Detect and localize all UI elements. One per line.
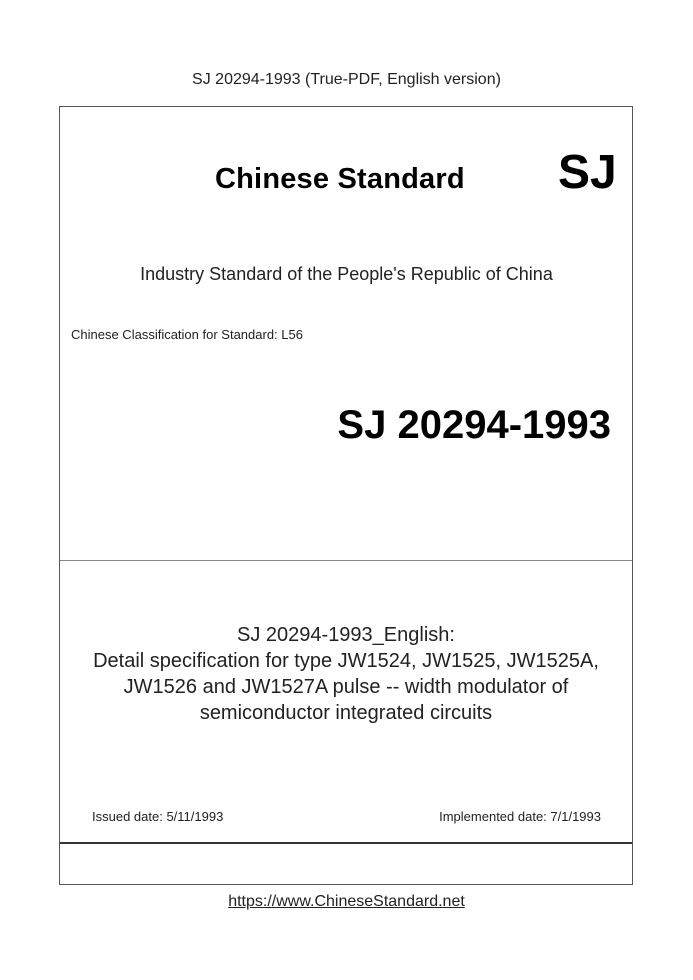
description-line: Detail specification for type JW1524, JW1525, JW1525A,	[93, 650, 599, 672]
classification-label: Chinese Classification for Standard: L56	[71, 327, 303, 342]
section-divider-bottom	[60, 842, 632, 844]
standard-number: SJ 20294-1993	[337, 403, 611, 447]
standard-description	[59, 622, 633, 726]
standard-code-mark: SJ	[558, 146, 617, 199]
description-line: SJ 20294-1993_English:	[237, 624, 455, 646]
website-link[interactable]: https://www.ChineseStandard.net	[228, 893, 465, 910]
implemented-date: Implemented date: 7/1/1993	[439, 809, 601, 824]
footer	[0, 893, 693, 911]
description-line: semiconductor integrated circuits	[199, 702, 493, 724]
document-header: SJ 20294-1993 (True-PDF, English version)	[192, 71, 501, 88]
issued-date: Issued date: 5/11/1993	[92, 809, 224, 824]
description-line: JW1526 and JW1527A pulse -- width modulator of	[123, 676, 569, 698]
industry-standard-line: Industry Standard of the People's Republic of China	[140, 264, 553, 284]
section-divider-top	[60, 560, 632, 561]
cover-frame	[59, 106, 633, 885]
cover-heading: Chinese Standard	[215, 163, 465, 195]
